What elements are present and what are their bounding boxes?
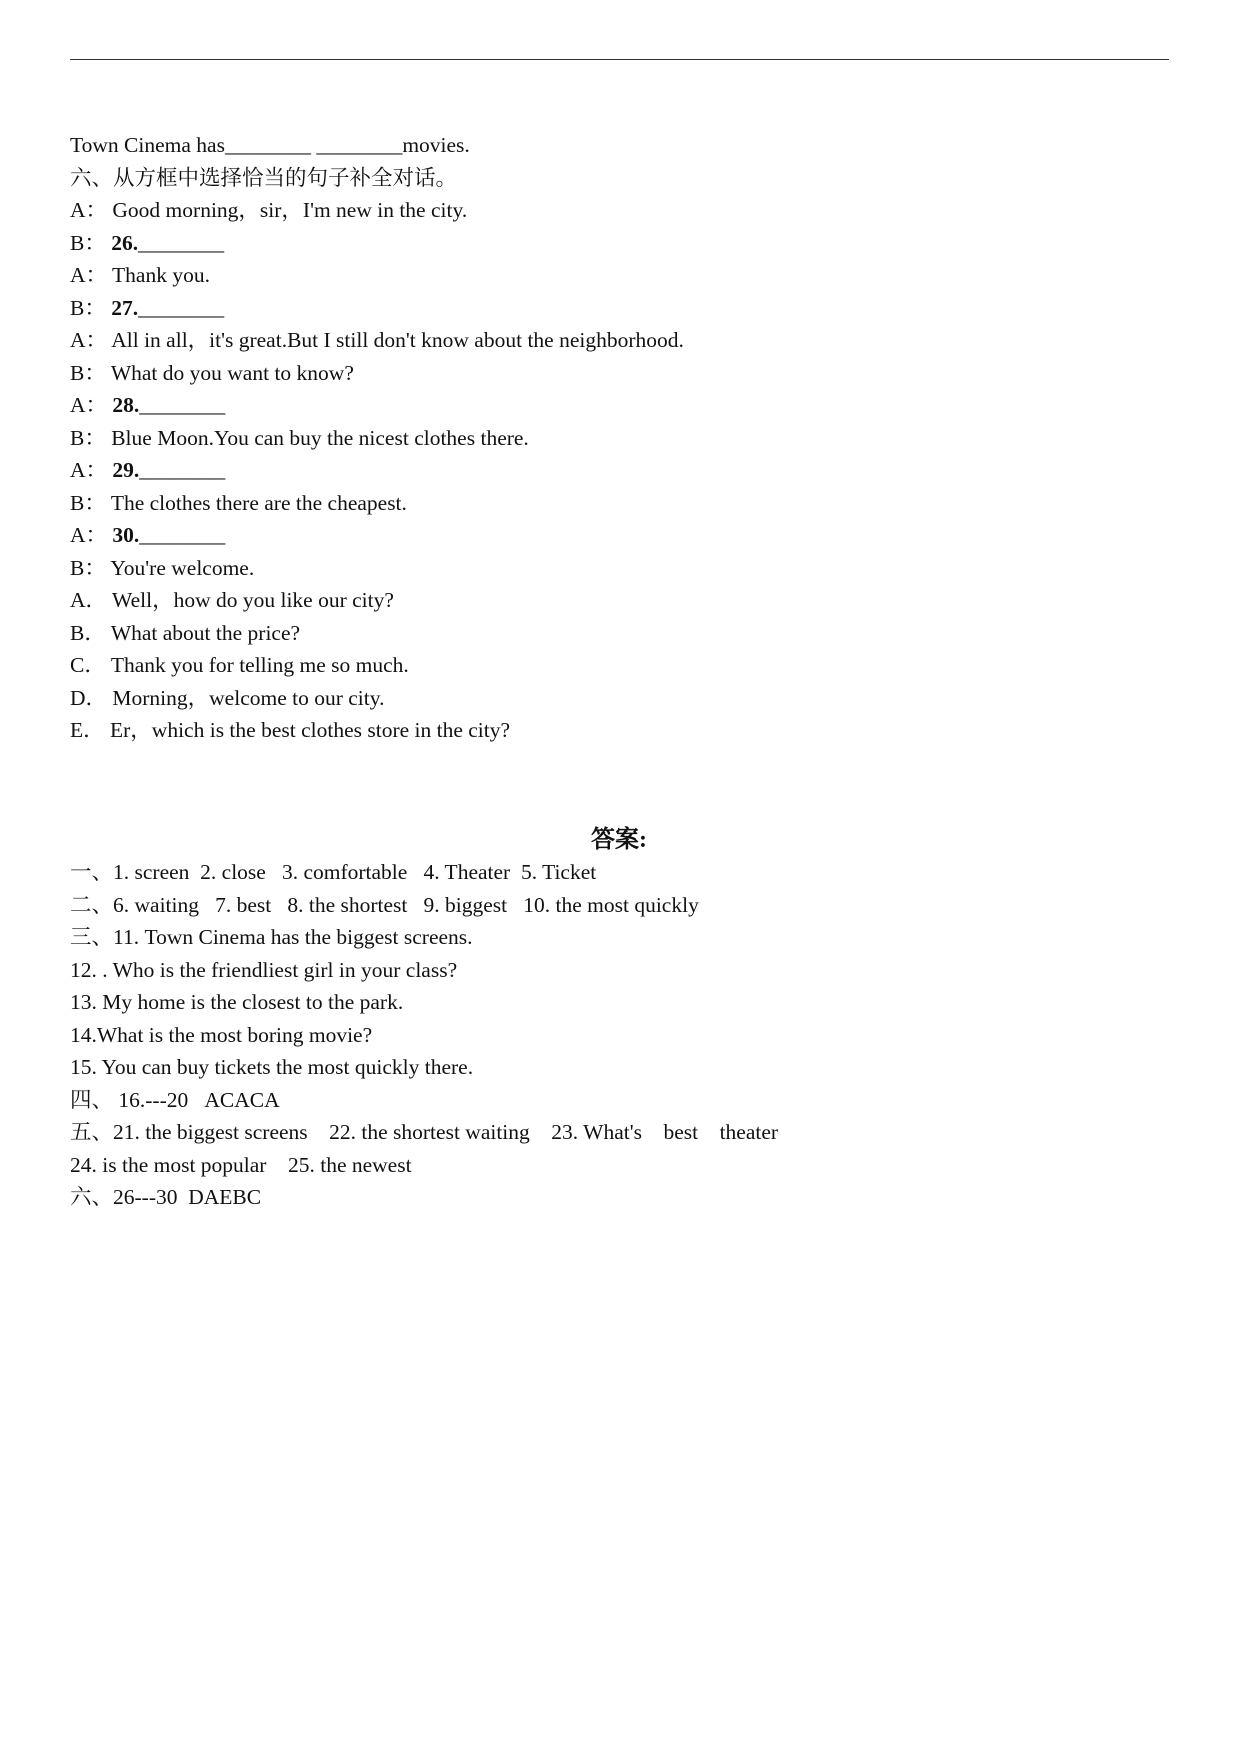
answer-blank: ________ (139, 458, 226, 482)
dialogue-line (70, 552, 1169, 585)
option-item: D． Morning，welcome to our city. (70, 685, 385, 710)
dialogue-text: You're welcome. (110, 555, 255, 580)
dialogue-line (70, 389, 1169, 422)
page-content (70, 129, 1169, 1214)
dialogue-line (70, 292, 1169, 325)
answer-line: 二、6. waiting 7. best 8. the shortest 9. biggest 10. the most quickly (70, 892, 699, 917)
speaker-label: B： (70, 230, 106, 255)
speaker-label: B： (70, 360, 106, 385)
header-rule (70, 59, 1169, 60)
answer-title: 答案: (591, 826, 647, 853)
answer-blank: ________ (139, 523, 226, 547)
dialogue-line (70, 454, 1169, 487)
blank-number: 28. (112, 393, 140, 417)
option-list (70, 584, 1169, 747)
blank-number: 30. (112, 523, 140, 547)
answer-line: 24. is the most popular 25. the newest (70, 1152, 412, 1177)
dialogue-text: What do you want to know? (110, 360, 354, 385)
speaker-label: A： (70, 458, 108, 482)
answer-line: 一、1. screen 2. close 3. comfortable 4. Theater 5. Ticket (70, 860, 597, 884)
speaker-label: B： (70, 555, 106, 580)
option-item: E． Er，which is the best clothes store in the city? (70, 718, 511, 742)
speaker-label: A： (70, 198, 108, 222)
dialogue-line (70, 519, 1169, 552)
dialogue-line (70, 194, 1169, 227)
dialogue-text: All in all，it's great.But I still don't know about the neighborhood. (111, 328, 684, 352)
blank-number: 26. (111, 230, 139, 255)
answer-line: 14.What is the most boring movie? (70, 1022, 373, 1047)
dialogue-text: Good morning，sir，I'm new in the city. (112, 198, 468, 222)
answer-blank: ________ (138, 295, 225, 320)
dialogue-line (70, 357, 1169, 390)
speaker-label: B： (70, 490, 106, 515)
answer-blank: ________ (139, 393, 226, 417)
speaker-label: A： (70, 393, 108, 417)
answer-line: 四、 16.---20 ACACA (70, 1087, 280, 1112)
answer-line: 15. You can buy tickets the most quickly there. (70, 1055, 474, 1079)
question-carryover-line: Town Cinema has________ ________movies. (70, 133, 470, 157)
dialogue-text: Thank you. (112, 263, 210, 287)
dialogue-text: The clothes there are the cheapest. (110, 490, 407, 515)
answer-line: 六、26---30 DAEBC (70, 1185, 262, 1209)
answer-line: 三、11. Town Cinema has the biggest screens. (70, 925, 473, 949)
section-six-heading: 六、从方框中选择恰当的句子补全对话。 (70, 165, 458, 190)
answer-line: 12. . Who is the friendliest girl in your class? (70, 957, 458, 982)
dialogue (70, 194, 1169, 584)
answer-blank: ________ (138, 230, 225, 255)
speaker-label: A： (70, 523, 108, 547)
dialogue-text: Blue Moon.You can buy the nicest clothes there. (111, 425, 529, 450)
answer-list (70, 856, 1169, 1214)
option-item: B． What about the price? (70, 620, 301, 645)
speaker-label: B： (70, 425, 106, 450)
dialogue-line (70, 487, 1169, 520)
speaker-label: A： (70, 328, 108, 352)
dialogue-line (70, 422, 1169, 455)
dialogue-line (70, 324, 1169, 357)
blank-number: 27. (111, 295, 139, 320)
blank-number: 29. (112, 458, 140, 482)
option-item: C． Thank you for telling me so much. (70, 653, 409, 677)
dialogue-line (70, 227, 1169, 260)
answer-line: 13. My home is the closest to the park. (70, 990, 404, 1014)
dialogue-line (70, 259, 1169, 292)
section-gap (70, 747, 1169, 824)
speaker-label: A： (70, 263, 108, 287)
option-item: A． Well，how do you like our city? (70, 588, 394, 612)
speaker-label: B： (70, 295, 106, 320)
answer-line: 五、21. the biggest screens 22. the shortest waiting 23. What's best theater (70, 1120, 779, 1144)
